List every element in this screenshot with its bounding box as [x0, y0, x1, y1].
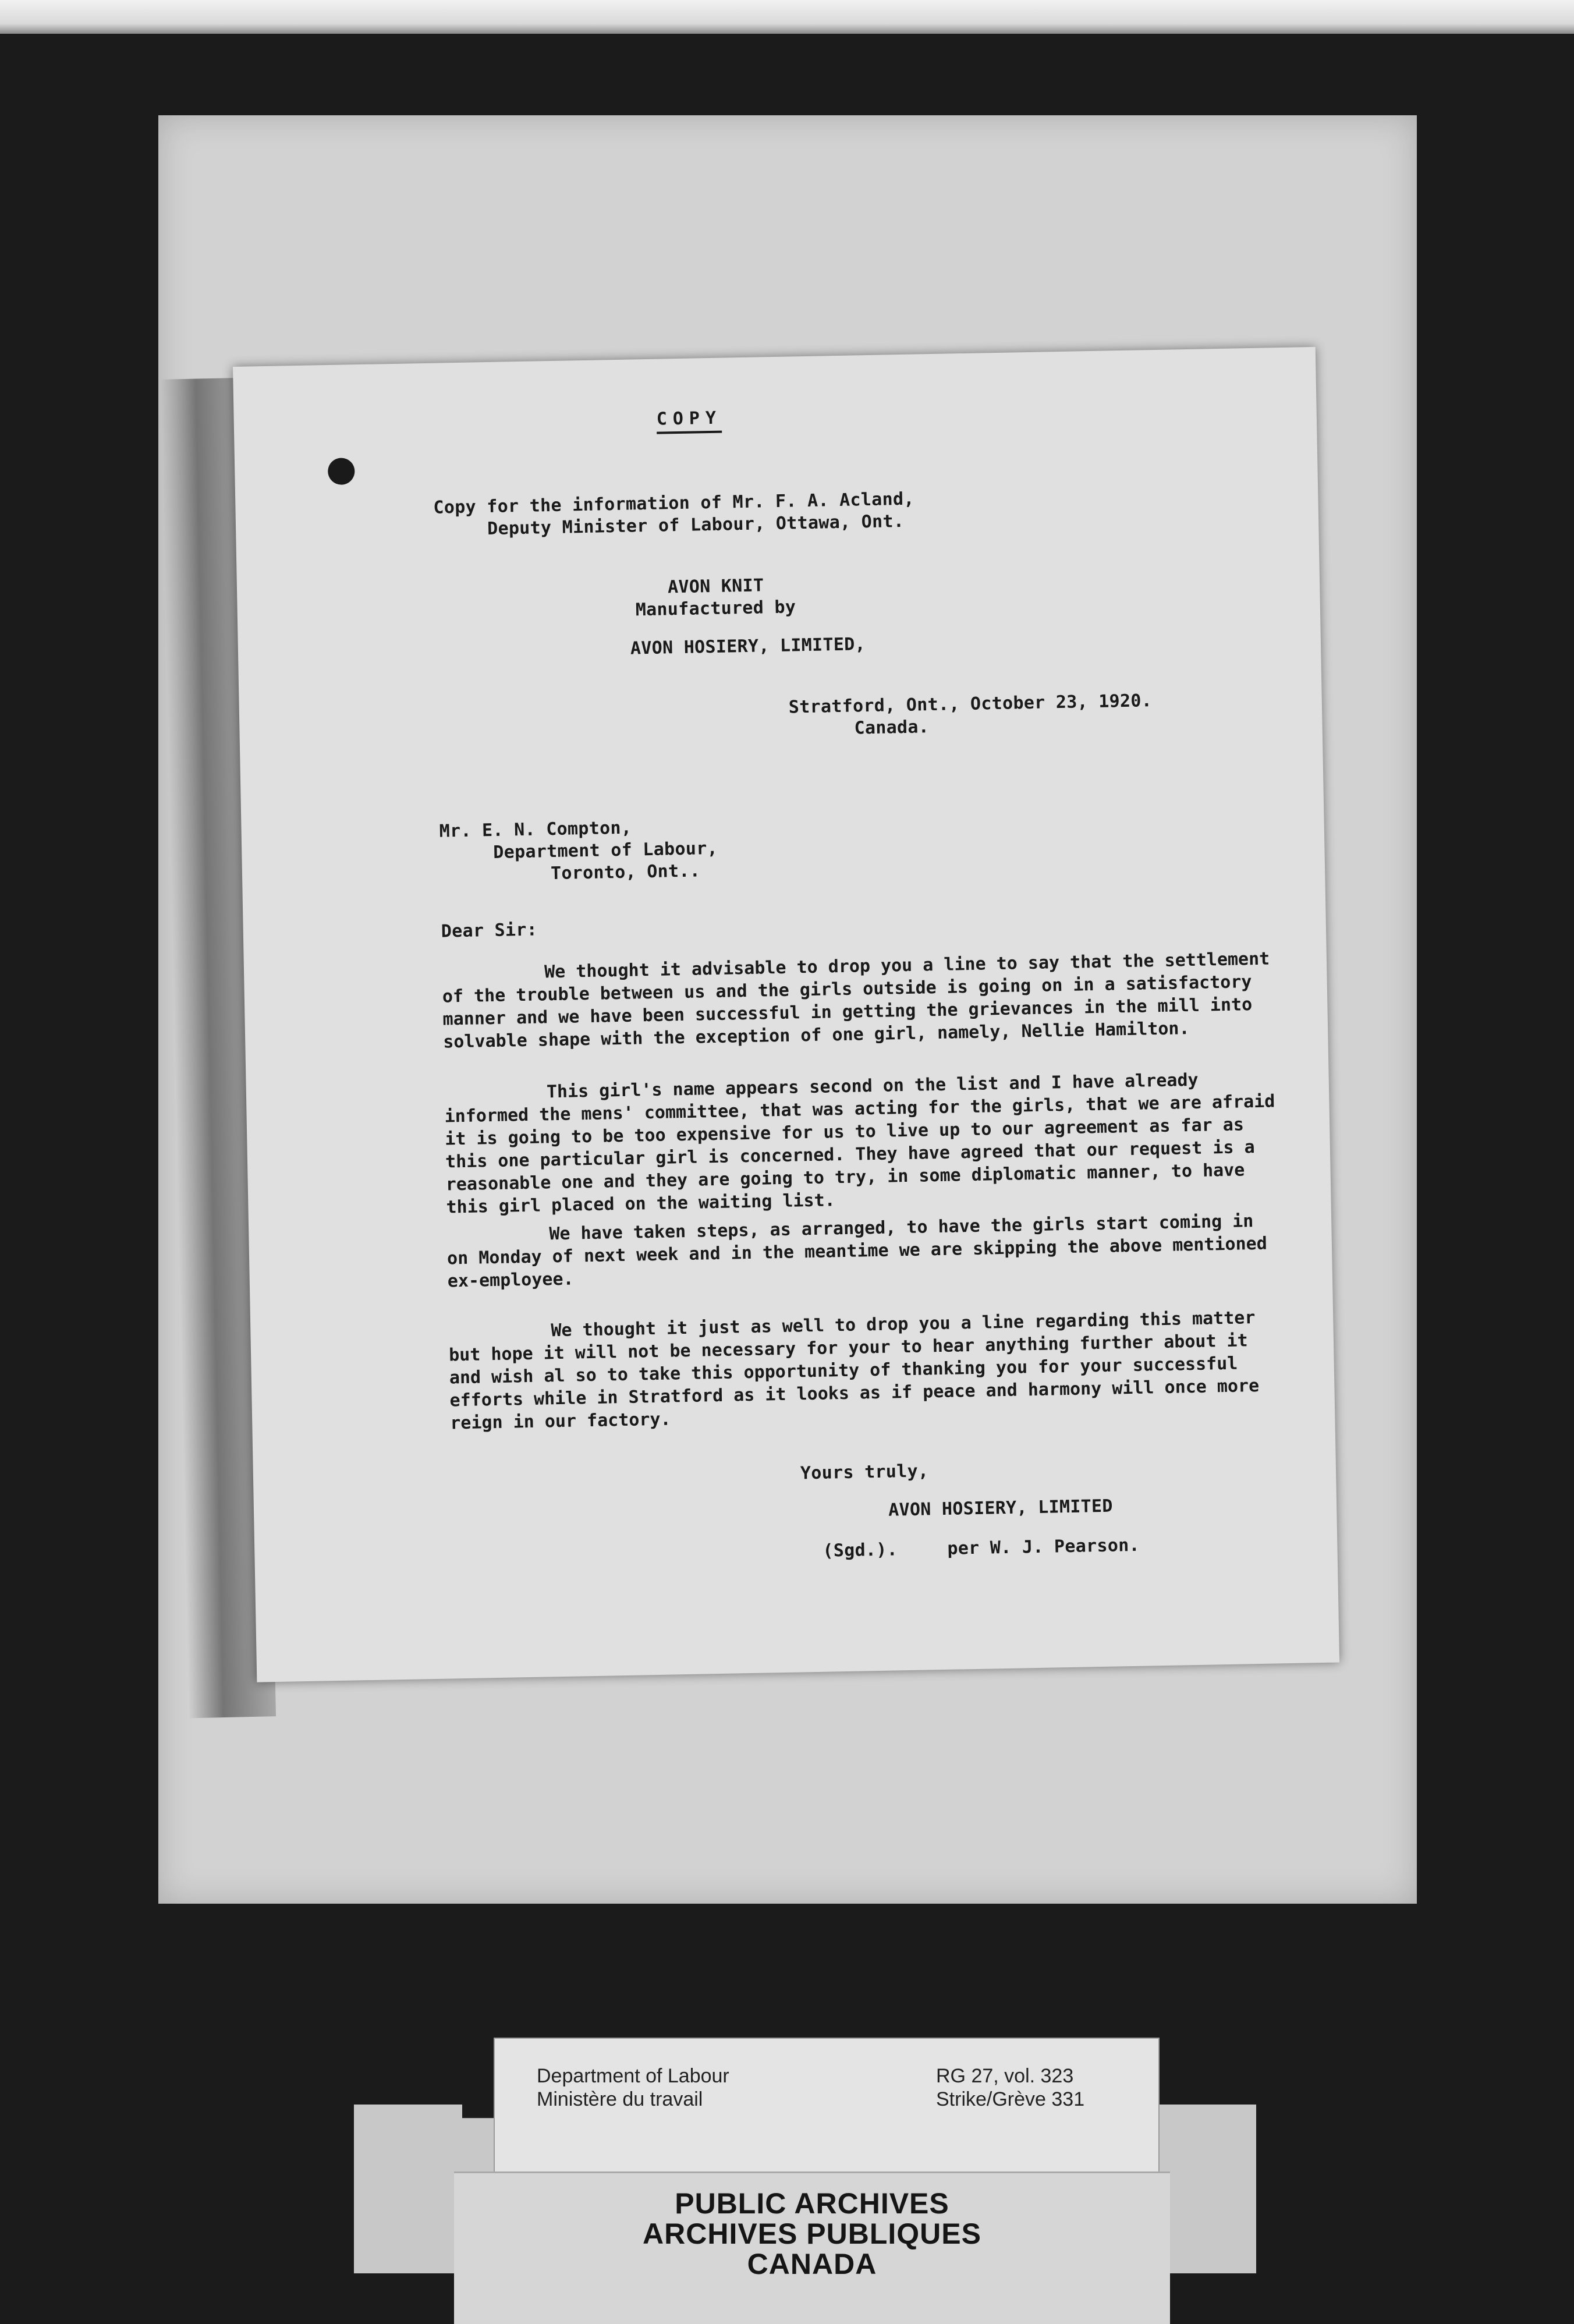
plate-line-3: CANADA	[747, 2248, 877, 2280]
plate-line-2: ARCHIVES PUBLIQUES	[643, 2217, 981, 2250]
company-name: AVON HOSIERY, LIMITED,	[630, 634, 866, 659]
country: Canada.	[854, 717, 930, 739]
recipient-name: Mr. E. N. Compton,	[439, 817, 632, 842]
place-date: Stratford, Ont., October 23, 1920.	[788, 690, 1153, 718]
strike-number: Strike/Grève 331	[936, 2088, 1085, 2110]
typed-letter	[233, 347, 1339, 1682]
paragraph-2: This girl's name appears second on the list and I have already informed the mens' committee, that was acting for the girls, that we are afraid it is going to be too expensive for us to live up to our agreement as far as this one particular girl is concerned. They have agreed that our request is a reasonable one and they are going to try, in some diplomatic manner, to have this girl placed on the waiting list.	[444, 1069, 1275, 1218]
punch-hole	[328, 458, 355, 485]
salutation: Dear Sir:	[441, 919, 538, 942]
plate-line-1: PUBLIC ARCHIVES	[675, 2187, 949, 2220]
manufactured-by: Manufactured by	[635, 597, 796, 621]
paragraph-1: We thought it advisable to drop you a line to say that the settlement of the trouble between us and the girls outside is going on in a satisfactory manner and we have been successful in getting the grievances in the mill into solvable shape with the exception of one girl, namely, Nellie Hamilton.	[442, 948, 1270, 1053]
copy-for-line-2: Deputy Minister of Labour, Ottawa, Ont.	[487, 511, 905, 540]
department-fr: Ministère du travail	[537, 2088, 703, 2110]
record-group-reference: RG 27, vol. 323	[936, 2065, 1074, 2087]
signed-marker: (Sgd.).	[823, 1539, 898, 1561]
copy-for-line-1: Copy for the information of Mr. F. A. Acland,	[433, 488, 914, 518]
copy-heading: COPY	[656, 408, 722, 434]
signature-company: AVON HOSIERY, LIMITED	[888, 1496, 1114, 1521]
paragraph-4: We thought it just as well to drop you a line regarding this matter but hope it will not be necessary for your to hear anything further about it and wish al so to take this opportunity of thanking you for your successful efforts while in Stratford as it looks as if peace and harmony will once more reign in our factory.	[448, 1308, 1260, 1434]
brand-name: AVON KNIT	[667, 575, 764, 598]
archive-label-card	[494, 2038, 1160, 2185]
scanner-edge	[0, 0, 1574, 34]
paragraph-3: We have taken steps, as arranged, to have the girls start coming in on Monday of next week and in the meantime we are skipping the above mentioned ex-employee.	[446, 1211, 1268, 1292]
department-en: Department of Labour	[537, 2065, 729, 2087]
recipient-city: Toronto, Ont..	[550, 860, 701, 884]
closing: Yours truly,	[800, 1461, 929, 1484]
public-archives-plate	[454, 2171, 1170, 2324]
signed-by: per W. J. Pearson.	[947, 1535, 1140, 1559]
recipient-department: Department of Labour,	[493, 838, 718, 863]
